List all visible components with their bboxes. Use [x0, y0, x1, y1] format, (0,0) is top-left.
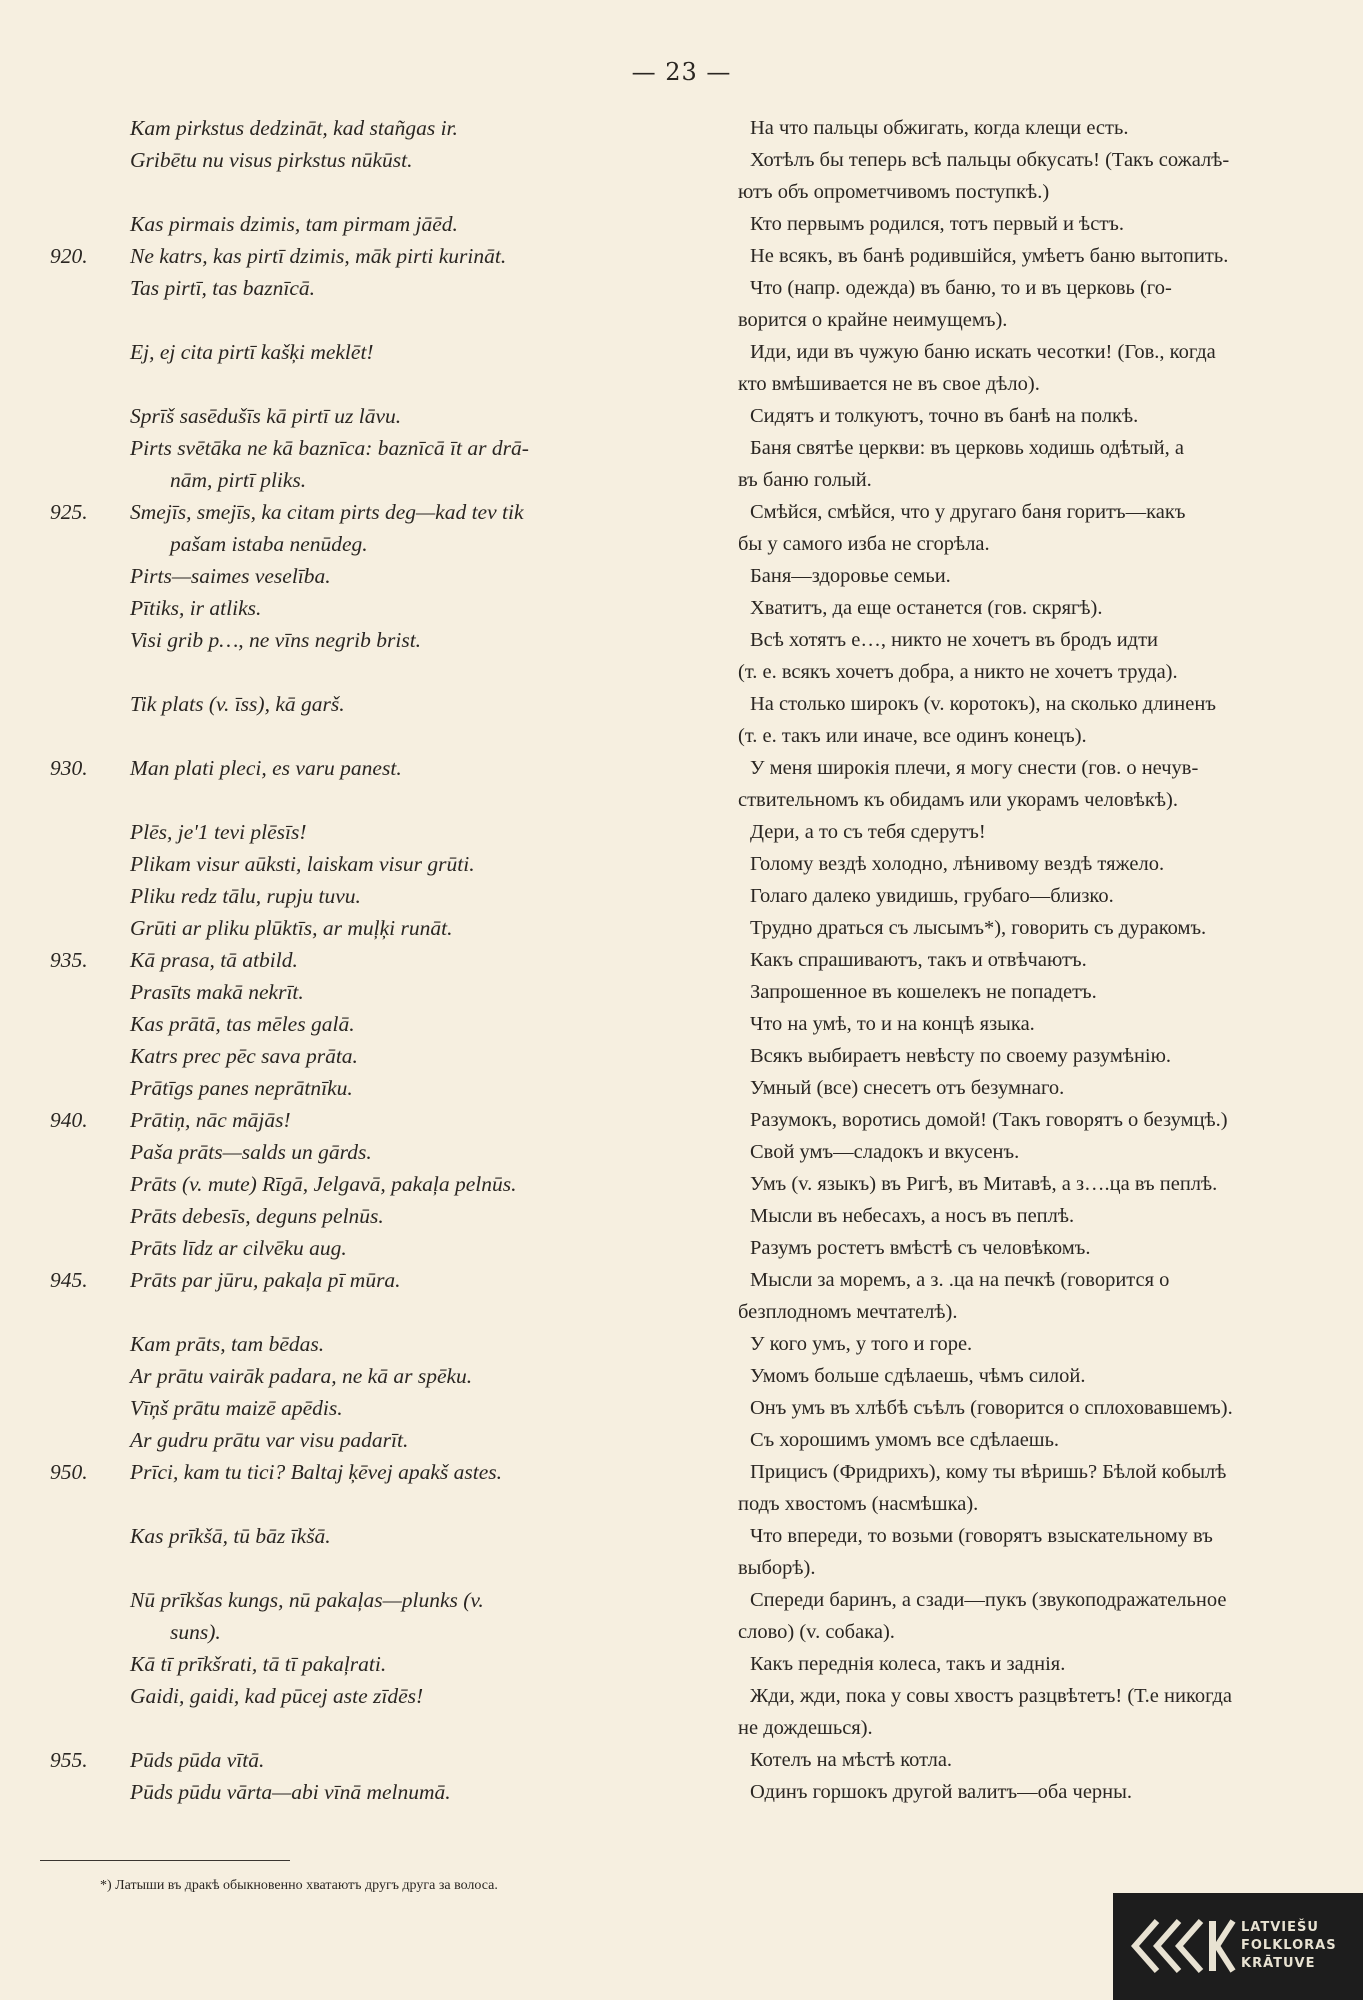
latvian-proverb-line	[50, 1392, 690, 1424]
translation-text: кто вмѣшивается не въ свое дѣло).	[738, 373, 1040, 395]
russian-translation-line	[738, 1744, 1353, 1776]
translation-text: Умомъ больше сдѣлаешь, чѣмъ силой.	[750, 1365, 1086, 1387]
russian-translation-line	[738, 272, 1353, 304]
latvian-proverb-line	[50, 1136, 690, 1168]
translation-text: слово) (v. собака).	[738, 1621, 895, 1643]
latvian-proverb-line	[50, 1616, 690, 1648]
proverb-number: 940.	[50, 1108, 88, 1132]
russian-translation-line	[738, 656, 1353, 688]
russian-translation-line	[738, 912, 1353, 944]
footnote: *) Латыши въ дракѣ обыкновенно хватаютъ другъ друга за волоса.	[100, 1878, 498, 1893]
latvian-proverb-line	[50, 784, 690, 816]
translation-text: Смѣйся, смѣйся, что у другаго баня горитъ—какъ	[750, 501, 1186, 523]
logo-line: KRĀTUVE	[1241, 1956, 1316, 1971]
russian-translation-line	[738, 752, 1353, 784]
logo-line: LATVIEŠU	[1241, 1920, 1319, 1935]
russian-translation-line	[738, 688, 1353, 720]
proverb-text: Prīci, kam tu tici? Baltaj ķēvej apakš astes.	[130, 1460, 502, 1484]
proverb-text: Kā prasa, tā atbild.	[130, 948, 298, 972]
proverb-text: Kam pirkstus dedzināt, kad stañgas ir.	[130, 116, 458, 140]
latvian-proverb-line	[50, 1200, 690, 1232]
russian-translation-line	[738, 944, 1353, 976]
latvian-proverb-line	[50, 176, 690, 208]
proverb-text: Kas pirmais dzimis, tam pirmam jāēd.	[130, 212, 458, 236]
translation-text: Голому вездѣ холодно, лѣнивому вездѣ тяжело.	[750, 853, 1165, 875]
proverb-text: Kas prīkšā, tū bāz īkšā.	[130, 1524, 331, 1548]
translation-text: Запрошенное въ кошелекъ не попадетъ.	[750, 981, 1097, 1003]
russian-translation-line	[738, 240, 1353, 272]
translation-text: Съ хорошимъ умомъ все сдѣлаешь.	[750, 1429, 1060, 1451]
proverb-text: Ar gudru prātu var visu padarīt.	[130, 1428, 409, 1452]
translation-text: Что на умѣ, то и на концѣ языка.	[750, 1013, 1035, 1035]
russian-translation-line	[738, 1104, 1353, 1136]
translation-text: Разумокъ, воротись домой! (Такъ говорятъ о безумцѣ.)	[750, 1109, 1228, 1131]
latvian-proverb-line	[50, 752, 690, 784]
translation-text: Хватитъ, да еще останется (гов. скрягѣ).	[750, 597, 1103, 619]
latvian-proverb-line	[50, 1008, 690, 1040]
proverb-text: Ej, ej cita pirtī kašķi meklēt!	[130, 340, 374, 364]
latvian-proverb-line	[50, 976, 690, 1008]
russian-translation-line	[738, 1232, 1353, 1264]
latvian-proverb-line	[50, 624, 690, 656]
russian-translation-line	[738, 880, 1353, 912]
proverb-text: Visi grib p…, ne vīns negrib brist.	[130, 628, 422, 652]
proverb-number: 920.	[50, 244, 88, 268]
logo-line: FOLKLORAS	[1241, 1938, 1337, 1953]
latvian-proverb-line	[50, 880, 690, 912]
translation-text: безплодномъ мечтателѣ).	[738, 1301, 958, 1323]
latvian-proverb-line	[50, 656, 690, 688]
russian-translation-line	[738, 1072, 1353, 1104]
logo-text	[1241, 1919, 1359, 1973]
proverb-text: Plēs, je'1 tevi plēsīs!	[130, 820, 307, 844]
latvian-proverb-line	[50, 208, 690, 240]
proverb-text: Pirts—saimes veselība.	[130, 564, 331, 588]
latvian-proverb-line	[50, 400, 690, 432]
translation-text: подъ хвостомъ (насмѣшка).	[738, 1493, 979, 1515]
latvian-proverb-line	[50, 240, 690, 272]
translation-text: Дери, а то съ тебя сдерутъ!	[750, 821, 986, 843]
russian-translation-line	[738, 400, 1353, 432]
proverb-text: Pītiks, ir atliks.	[130, 596, 262, 620]
latvian-proverb-line	[50, 1680, 690, 1712]
russian-translation-line	[738, 1008, 1353, 1040]
archive-logo	[1113, 1893, 1363, 2000]
proverb-text: Nū prīkšas kungs, nū pakaļas—plunks (v.	[130, 1588, 484, 1612]
proverb-text: nām, pirtī pliks.	[170, 468, 307, 492]
proverb-number: 950.	[50, 1460, 88, 1484]
proverb-text: Sprīš sasēdušīs kā pirtī uz lāvu.	[130, 404, 402, 428]
latvian-proverb-line	[50, 1072, 690, 1104]
latvian-proverb-line	[50, 1168, 690, 1200]
russian-translation-line	[738, 336, 1353, 368]
translation-text: Что (напр. одежда) въ баню, то и въ церковь (го-	[750, 277, 1172, 299]
translation-text: бы у самого изба не сгорѣла.	[738, 533, 990, 555]
translation-text: ворится о крайне неимущемъ).	[738, 309, 1008, 331]
russian-translation-line	[738, 304, 1353, 336]
russian-translation-line	[738, 1552, 1353, 1584]
proverb-text: Gribētu nu visus pirkstus nūkūst.	[130, 148, 413, 172]
latvian-proverb-line	[50, 944, 690, 976]
proverb-text: pašam istaba nenūdeg.	[170, 532, 368, 556]
translation-text: У кого умъ, у того и горе.	[750, 1333, 973, 1355]
proverb-text: Grūti ar pliku plūktīs, ar muļķi runāt.	[130, 916, 453, 940]
russian-translation-line	[738, 432, 1353, 464]
translation-text: Что впереди, то возьми (говорятъ взыскательному въ	[750, 1525, 1213, 1547]
proverb-text: Prāts (v. mute) Rīgā, Jelgavā, pakaļa pelnūs.	[130, 1172, 517, 1196]
russian-translation-line	[738, 1520, 1353, 1552]
proverb-text: Tik plats (v. īss), kā garš.	[130, 692, 345, 716]
translation-text: не дождешься).	[738, 1717, 873, 1739]
proverb-text: suns).	[170, 1620, 221, 1644]
latvian-proverb-line	[50, 688, 690, 720]
russian-translation-line	[738, 368, 1353, 400]
page-number: — 23 —	[631, 58, 732, 86]
proverb-text: Ar prātu vairāk padara, ne kā ar spēku.	[130, 1364, 473, 1388]
russian-translation-line	[738, 1200, 1353, 1232]
russian-translation-line	[738, 1616, 1353, 1648]
proverb-number: 935.	[50, 948, 88, 972]
latvian-proverb-line	[50, 368, 690, 400]
russian-translation-line	[738, 112, 1353, 144]
proverb-text: Kas prātā, tas mēles galā.	[130, 1012, 355, 1036]
translation-text: Хотѣлъ бы теперь всѣ пальцы обкусать! (Такъ сожалѣ-	[750, 149, 1230, 171]
latvian-proverb-line	[50, 1520, 690, 1552]
proverb-text: Plikam visur aūksti, laiskam visur grūti.	[130, 852, 475, 876]
russian-translation-line	[738, 464, 1353, 496]
translation-text: Всѣ хотятъ е…, никто не хочетъ въ бродъ идти	[750, 629, 1159, 651]
latvian-proverb-line	[50, 560, 690, 592]
russian-translation-line	[738, 144, 1353, 176]
russian-translation-line	[738, 1648, 1353, 1680]
latvian-proverb-line	[50, 464, 690, 496]
russian-translation-line	[738, 1168, 1353, 1200]
proverb-text: Man plati pleci, es varu panest.	[130, 756, 402, 780]
proverb-number: 930.	[50, 756, 88, 780]
translation-text: Свой умъ—сладокъ и вкусенъ.	[750, 1141, 1020, 1163]
latvian-proverb-line	[50, 432, 690, 464]
latvian-proverb-line	[50, 112, 690, 144]
translation-text: Сидятъ и толкуютъ, точно въ банѣ на полкѣ.	[750, 405, 1139, 427]
russian-translation-line	[738, 848, 1353, 880]
translation-text: Жди, жди, пока у совы хвостъ разцвѣтетъ! (Т.е никогда	[750, 1685, 1233, 1707]
translation-text: Всякъ выбираетъ невѣсту по своему разумѣнію.	[750, 1045, 1172, 1067]
latvian-proverb-line	[50, 304, 690, 336]
latvian-proverb-line	[50, 1488, 690, 1520]
translation-text: (т. е. такъ или иначе, все одинъ конецъ).	[738, 725, 1087, 747]
russian-translation-line	[738, 1776, 1353, 1808]
translation-text: Какъ спрашиваютъ, такъ и отвѣчаютъ.	[750, 949, 1087, 971]
latvian-proverb-line	[50, 912, 690, 944]
proverb-text: Prātīgs panes neprātnīku.	[130, 1076, 353, 1100]
proverb-text: Prāts debesīs, deguns pelnūs.	[130, 1204, 384, 1228]
latvian-proverb-line	[50, 720, 690, 752]
translation-text: Какъ переднія колеса, такъ и заднія.	[750, 1653, 1066, 1675]
russian-translation-line	[738, 1424, 1353, 1456]
proverb-text: Prāts par jūru, pakaļa pī mūra.	[130, 1268, 401, 1292]
proverb-text: Gaidi, gaidi, kad pūcej aste zīdēs!	[130, 1684, 424, 1708]
latvian-proverb-line	[50, 1648, 690, 1680]
translation-text: Онъ умъ въ хлѣбѣ съѣлъ (говорится о сплоховавшемъ).	[750, 1397, 1233, 1419]
translation-text: На столько широкъ (v. коротокъ), на сколько длиненъ	[750, 693, 1216, 715]
latvian-proverb-line	[50, 1040, 690, 1072]
proverb-text: Ne katrs, kas pirtī dzimis, māk pirti kurināt.	[130, 244, 507, 268]
russian-translation-line	[738, 176, 1353, 208]
latvian-proverb-line	[50, 592, 690, 624]
latvian-proverb-line	[50, 144, 690, 176]
russian-translation-line	[738, 1680, 1353, 1712]
russian-translation-line	[738, 816, 1353, 848]
translation-text: Кто первымъ родился, тотъ первый и ѣстъ.	[750, 213, 1124, 235]
russian-translation-line	[738, 1392, 1353, 1424]
latvian-proverb-line	[50, 336, 690, 368]
proverb-text: Pūds pūda vītā.	[130, 1748, 265, 1772]
translation-text: Котелъ на мѣстѣ котла.	[750, 1749, 953, 1771]
russian-translation-line	[738, 976, 1353, 1008]
translation-text: На что пальцы обжигать, когда клещи есть.	[750, 117, 1129, 139]
latvian-proverb-line	[50, 1776, 690, 1808]
translation-text: Мысли за моремъ, а з. .ца на печкѣ (говорится о	[750, 1269, 1170, 1291]
russian-translation-line	[738, 1296, 1353, 1328]
latvian-proverb-line	[50, 1744, 690, 1776]
russian-translation-line	[738, 720, 1353, 752]
translation-text: У меня широкія плечи, я могу снести (гов. о нечув-	[750, 757, 1199, 779]
latvian-proverb-line	[50, 1712, 690, 1744]
proverb-text: Kā tī prīkšrati, tā tī pakaļrati.	[130, 1652, 387, 1676]
translation-text: Баня—здоровье семьи.	[750, 565, 951, 587]
russian-translation-line	[738, 624, 1353, 656]
translation-text: Прицисъ (Фридрихъ), кому ты вѣришь? Бѣлой кобылѣ	[750, 1461, 1227, 1483]
proverb-text: Smejīs, smejīs, ka citam pirts deg—kad tev tik	[130, 500, 524, 524]
russian-translation-line	[738, 784, 1353, 816]
latvian-proverb-line	[50, 1264, 690, 1296]
translation-text: выборѣ).	[738, 1557, 816, 1579]
translation-text: Спереди баринъ, а сзади—пукъ (звукоподражательное	[750, 1589, 1227, 1611]
russian-translation-line	[738, 1264, 1353, 1296]
proverb-text: Paša prāts—salds un gārds.	[130, 1140, 372, 1164]
russian-translation-line	[738, 528, 1353, 560]
translation-text: Голаго далеко увидишь, грубаго—близко.	[750, 885, 1114, 907]
translation-text: ствительномъ къ обидамъ или укорамъ человѣкѣ).	[738, 789, 1178, 811]
translation-text: Одинъ горшокъ другой валитъ—оба черны.	[750, 1781, 1133, 1803]
russian-translation-line	[738, 1328, 1353, 1360]
russian-translation-line	[738, 1584, 1353, 1616]
russian-translation-line	[738, 496, 1353, 528]
proverb-text: Kam prāts, tam bēdas.	[130, 1332, 325, 1356]
latvian-proverb-line	[50, 1456, 690, 1488]
latvian-proverb-line	[50, 1232, 690, 1264]
proverb-text: Pliku redz tālu, rupju tuvu.	[130, 884, 361, 908]
proverb-text: Tas pirtī, tas baznīcā.	[130, 276, 315, 300]
translation-text: въ баню голый.	[738, 469, 872, 491]
russian-translation-line	[738, 208, 1353, 240]
russian-translation-line	[738, 1712, 1353, 1744]
latvian-proverb-line	[50, 272, 690, 304]
russian-translation-line	[738, 1488, 1353, 1520]
latvian-proverb-line	[50, 1296, 690, 1328]
translation-text: Умный (все) снесетъ отъ безумнаго.	[750, 1077, 1065, 1099]
proverb-number: 945.	[50, 1268, 88, 1292]
latvian-proverb-line	[50, 848, 690, 880]
russian-translation-line	[738, 592, 1353, 624]
latvian-proverb-line	[50, 1424, 690, 1456]
proverb-number: 925.	[50, 500, 88, 524]
russian-translation-line	[738, 1136, 1353, 1168]
translation-text: Иди, иди въ чужую баню искать чесотки! (Гов., когда	[750, 341, 1216, 363]
translation-text: (т. е. всякъ хочетъ добра, а никто не хочетъ труда).	[738, 661, 1178, 683]
russian-translation-line	[738, 1040, 1353, 1072]
proverb-number: 955.	[50, 1748, 88, 1772]
translation-text: Умъ (v. языкъ) въ Ригѣ, въ Митавѣ, а з….ца въ пеплѣ.	[750, 1173, 1218, 1195]
proverb-text: Pirts svētāka ne kā baznīca: baznīcā īt ar drā-	[130, 436, 529, 460]
latvian-proverb-line	[50, 816, 690, 848]
translation-text: Баня святѣе церкви: въ церковь ходишь одѣтый, а	[750, 437, 1184, 459]
proverb-text: Prasīts makā nekrīt.	[130, 980, 304, 1004]
latvian-proverb-line	[50, 1360, 690, 1392]
latvian-proverb-line	[50, 528, 690, 560]
lfk-logo-icon	[1127, 1915, 1237, 1977]
russian-translation-line	[738, 1456, 1353, 1488]
footnote-rule	[40, 1860, 290, 1861]
translation-text: Разумъ ростетъ вмѣстѣ съ человѣкомъ.	[750, 1237, 1091, 1259]
proverb-text: Prāts līdz ar cilvēku aug.	[130, 1236, 347, 1260]
proverb-text: Pūds pūdu vārta—abi vīnā melnumā.	[130, 1780, 451, 1804]
russian-translation-line	[738, 1360, 1353, 1392]
latvian-proverb-line	[50, 1104, 690, 1136]
proverb-text: Prātiņ, nāc mājās!	[130, 1108, 291, 1132]
latvian-proverb-line	[50, 496, 690, 528]
russian-translation-line	[738, 560, 1353, 592]
translation-text: Не всякъ, въ банѣ родившійся, умѣетъ баню вытопить.	[750, 245, 1229, 267]
translation-text: Трудно драться съ лысымъ*), говорить съ дуракомъ.	[750, 917, 1207, 939]
translation-text: Мысли въ небесахъ, а носъ въ пеплѣ.	[750, 1205, 1075, 1227]
latvian-proverb-line	[50, 1584, 690, 1616]
proverb-text: Katrs prec pēc sava prāta.	[130, 1044, 358, 1068]
translation-text: ютъ объ опрометчивомъ поступкѣ.)	[738, 181, 1050, 203]
latvian-proverb-line	[50, 1552, 690, 1584]
proverb-text: Vīņš prātu maizē apēdis.	[130, 1396, 343, 1420]
latvian-proverb-line	[50, 1328, 690, 1360]
